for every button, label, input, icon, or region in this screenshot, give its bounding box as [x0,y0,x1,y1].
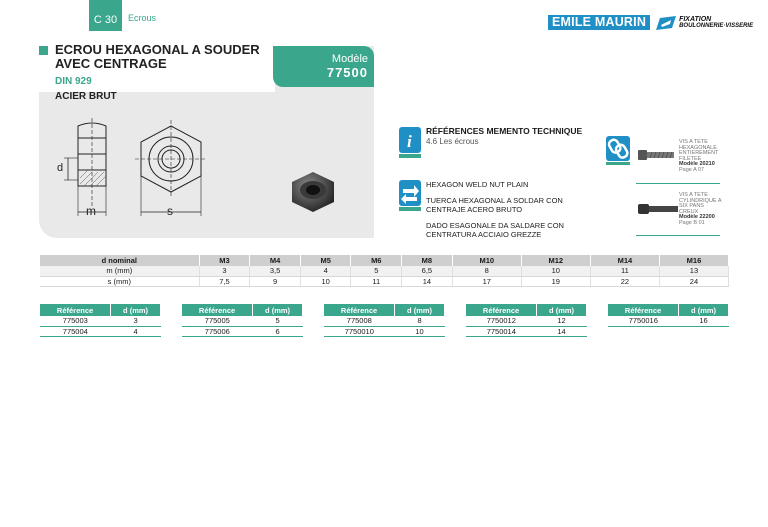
reference-code: 775006 [182,326,253,336]
translation-it: DADO ESAGONALE DA SALDARE CON CENTRATURA ACCIAIO GREZZE [426,221,564,239]
ref-col-header: Référence [40,304,111,316]
ref-col-header: Référence [608,304,679,316]
reference-code: 775003 [40,316,111,326]
page-number-tab [89,0,122,31]
table-cell: 3,5 [250,266,301,276]
reference-table [324,304,445,337]
table-cell: 17 [452,276,521,286]
dim-header: M6 [351,255,402,266]
accessory-1-model: Modèle 20210 [679,161,715,167]
product-photo [288,170,338,219]
reference-table [608,304,729,327]
dimension-d-label: d [57,162,64,174]
socket-screw-icon [638,203,678,215]
d-col-header: d (mm) [111,304,161,316]
diameter-value: 4 [111,326,161,336]
accessory-2-text [679,193,723,226]
table-cell: 14 [402,276,453,286]
reference-table [40,304,161,337]
table-cell: 4 [300,266,351,276]
table-row[interactable] [40,316,161,326]
brand-tagline-1: FIXATION [679,15,712,23]
accessory-2-page: Page B 01 [679,219,705,226]
memento-link[interactable]: 4.6 Les écrous [426,137,479,146]
brand-logo [548,15,753,30]
info-icon[interactable] [399,127,421,158]
table-row[interactable] [324,316,445,326]
d-col-header: d (mm) [395,304,445,316]
table-cell: 8 [452,266,521,276]
dim-header: M3 [199,255,250,266]
ref-col-header: Référence [182,304,253,316]
model-number: 77500 [326,65,368,80]
translation-icon [399,180,421,211]
brand-name: EMILE MAURIN [548,15,650,30]
table-cell: m (mm) [40,266,199,276]
hex-bolt-icon [638,148,674,162]
dim-header: M5 [300,255,351,266]
table-cell: 19 [521,276,590,286]
table-cell: 9 [250,276,301,286]
product-title: ECROU HEXAGONAL A SOUDER AVEC CENTRAGE [55,42,260,71]
reference-code: 7750014 [466,326,537,336]
product-norm: DIN 929 [55,76,92,87]
brand-tagline-2: BOULONNERIE·VISSERIE [679,22,754,29]
model-label: Modèle [331,53,368,65]
accessory-1-page: Page A 07 [679,166,705,173]
table-row[interactable] [40,326,161,336]
section-label[interactable]: Ecrous [128,13,157,23]
diameter-value: 8 [395,316,445,326]
accessory-1-description: VIS A TETE HEXAGONALE ENTIEREMENT FILETEE [679,139,719,162]
accessory-1-text [679,140,723,173]
chain-link-icon [606,136,630,165]
dim-header: M4 [250,255,301,266]
table-cell: 5 [351,266,402,276]
reference-code: 775008 [324,316,395,326]
table-cell: s (mm) [40,276,199,286]
table-cell: 6,5 [402,266,453,276]
translation-es: TUERCA HEXAGONAL A SOLDAR CON CENTRAJE ACERO BRUTO [426,196,563,214]
translation-en: HEXAGON WELD NUT PLAIN [426,180,529,189]
d-col-header: d (mm) [537,304,587,316]
table-cell: 10 [300,276,351,286]
table-cell: 24 [659,276,728,286]
ref-col-header: Référence [324,304,395,316]
d-col-header: d (mm) [679,304,729,316]
reference-code: 7750012 [466,316,537,326]
brand-tagline [679,16,753,30]
title-bullet [39,46,48,55]
svg-text:i: i [407,132,412,151]
dim-header: M14 [590,255,659,266]
dim-header: M16 [659,255,728,266]
dim-header: d nominal [40,255,199,266]
reference-code: 775004 [40,326,111,336]
dim-header: M10 [452,255,521,266]
table-row[interactable] [466,326,587,336]
table-row [40,266,729,276]
diameter-value: 10 [395,326,445,336]
page-number: C 30 [93,14,118,26]
table-row[interactable] [466,316,587,326]
dimension-s-label: s [167,204,173,218]
model-box [273,46,374,87]
product-material: ACIER BRUT [55,91,117,102]
dimensions-header-row [40,255,729,266]
diameter-value: 6 [253,326,303,336]
table-row [40,276,729,286]
table-cell: 7,5 [199,276,250,286]
table-cell: 22 [590,276,659,286]
reference-code: 775005 [182,316,253,326]
table-row[interactable] [182,316,303,326]
table-row[interactable] [608,316,729,326]
table-cell: 13 [659,266,728,276]
dim-header: M8 [402,255,453,266]
reference-table [182,304,303,337]
reference-code: 7750016 [608,316,679,326]
diameter-value: 3 [111,316,161,326]
reference-table [466,304,587,337]
dim-header: M12 [521,255,590,266]
diameter-value: 5 [253,316,303,326]
accessory-2-description: VIS A TETE CYLINDRIQUE A SIX PANS CREUX [679,192,722,215]
table-cell: 11 [590,266,659,276]
dimension-m-label: m [86,204,96,218]
reference-code: 7750010 [324,326,395,336]
diameter-value: 16 [679,316,729,326]
dimensions-table [40,255,729,287]
brand-mark-icon [656,16,676,30]
table-cell: 11 [351,276,402,286]
table-row[interactable] [182,326,303,336]
ref-col-header: Référence [466,304,537,316]
diameter-value: 12 [537,316,587,326]
table-cell: 3 [199,266,250,276]
memento-title: RÉFÉRENCES MEMENTO TECHNIQUE [426,126,583,136]
d-col-header: d (mm) [253,304,303,316]
technical-drawing [52,116,217,225]
table-row[interactable] [324,326,445,336]
diameter-value: 14 [537,326,587,336]
table-cell: 10 [521,266,590,276]
accessory-2-model: Modèle 22200 [679,214,715,220]
